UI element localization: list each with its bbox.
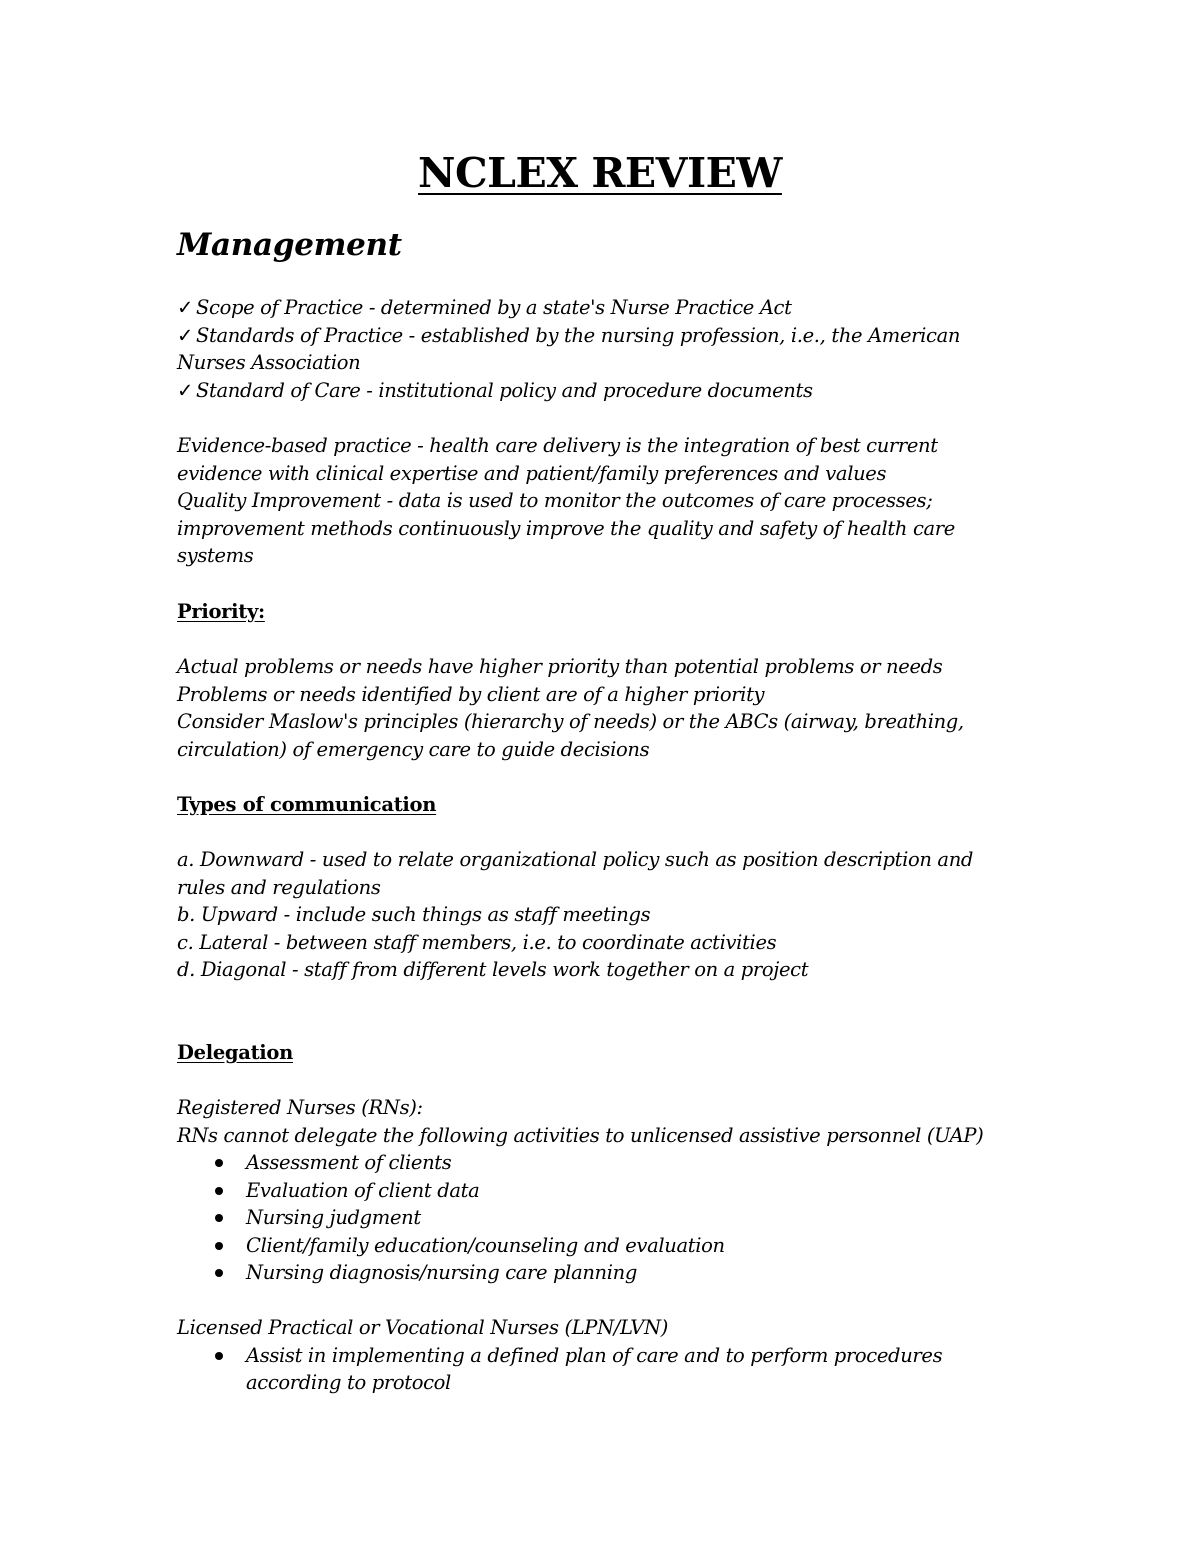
paragraph-line: Evidence-based practice - health care delivery is the integration of best current	[177, 434, 938, 457]
paragraph-line: d. Diagonal - staff from different levels work together on a project	[177, 958, 809, 981]
lpn-label: Licensed Practical or Vocational Nurses (LPN/LVN)	[177, 1316, 668, 1339]
bullet-icon	[215, 1159, 223, 1167]
paragraph-line: Consider Maslow's principles (hierarchy of needs) or the ABCs (airway, breathing,	[177, 710, 964, 733]
checkmark-icon: ✓	[177, 323, 193, 347]
delegation-heading: Delegation	[177, 1041, 293, 1064]
rn-intro: RNs cannot delegate the following activities to unlicensed assistive personnel (UAP)	[177, 1123, 984, 1147]
paragraph-line: Problems or needs identified by client are of a higher priority	[177, 682, 765, 706]
paragraph-line: systems	[177, 544, 254, 567]
paragraph-line: evidence with clinical expertise and patient/family preferences and values	[177, 461, 887, 485]
paragraph-line: Quality Improvement - data is used to monitor the outcomes of care processes;	[177, 489, 933, 512]
list-item: Assessment of clients	[210, 1149, 1030, 1177]
paragraph-line: b. Upward - include such things as staff meetings	[177, 903, 651, 926]
standards-line: ✓ Scope of Practice - determined by a state's Nurse Practice Act	[177, 296, 792, 319]
list-item-continuation: according to protocol	[246, 1371, 451, 1394]
checkmark-icon: ✓	[177, 378, 193, 402]
list-item: Assist in implementing a defined plan of care and to perform procedures	[210, 1342, 1030, 1370]
paragraph-line: rules and regulations	[177, 875, 381, 899]
bullet-icon	[215, 1187, 223, 1195]
standards-line: ✓ Standards of Practice - established by the nursing profession, i.e., the American	[177, 323, 961, 347]
bullet-icon	[215, 1352, 223, 1360]
list-item: Nursing diagnosis/nursing care planning	[210, 1259, 1030, 1287]
paragraph-line: Actual problems or needs have higher priority than potential problems or needs	[177, 655, 943, 678]
standards-line: ✓ Standard of Care - institutional policy and procedure documents	[177, 378, 813, 402]
list-item: Evaluation of client data	[210, 1177, 1030, 1205]
communication-heading: Types of communication	[177, 793, 437, 816]
bullet-icon	[215, 1214, 223, 1222]
bullet-icon	[215, 1242, 223, 1250]
page-title: NCLEX REVIEW	[418, 149, 782, 197]
rn-label: Registered Nurses (RNs):	[177, 1096, 423, 1119]
priority-heading: Priority:	[177, 600, 265, 623]
paragraph-line: c. Lateral - between staff members, i.e. to coordinate activities	[177, 930, 777, 954]
list-item: Nursing judgment	[210, 1204, 1030, 1232]
section-heading-management: Management	[177, 227, 402, 263]
paragraph-line: a. Downward - used to relate organizational policy such as position description and	[177, 848, 974, 871]
paragraph-line: improvement methods continuously improve the quality and safety of health care	[177, 516, 955, 540]
checkmark-icon: ✓	[177, 296, 193, 319]
standards-line: Nurses Association	[177, 351, 361, 374]
paragraph-line: circulation) of emergency care to guide decisions	[177, 737, 650, 761]
bullet-icon	[215, 1269, 223, 1277]
list-item: Client/family education/counseling and evaluation	[210, 1232, 1030, 1260]
